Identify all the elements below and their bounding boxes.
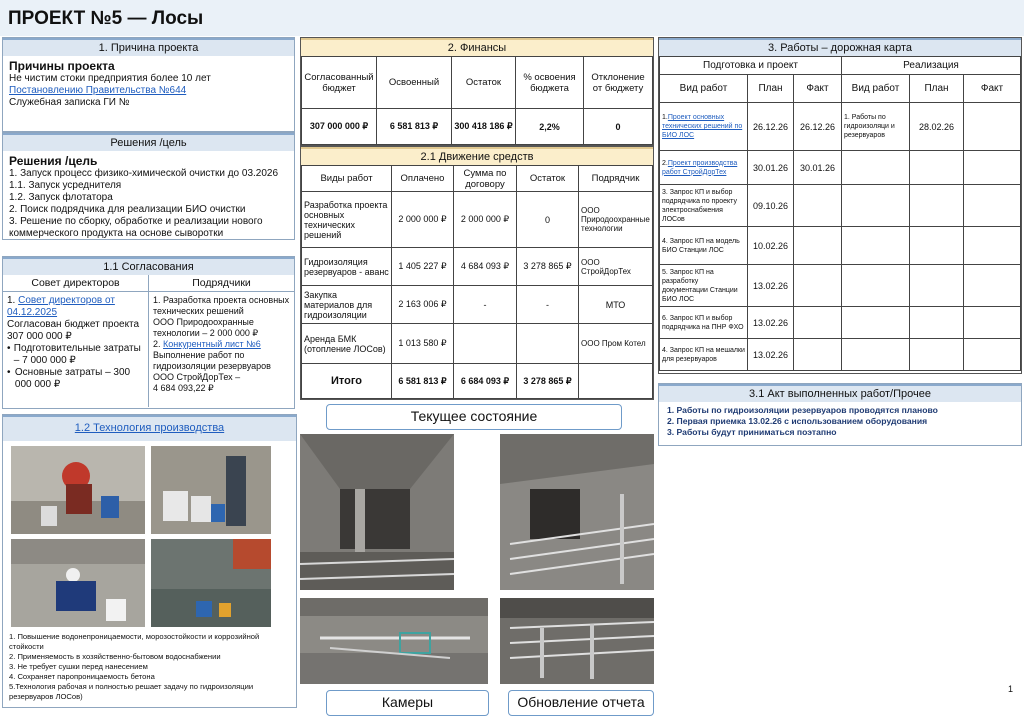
- roadmap-header: 3. Работы – дорожная карта: [659, 38, 1021, 56]
- solution-item: 1.1. Запуск усреднителя: [9, 180, 122, 191]
- cameras-button[interactable]: Камеры: [326, 690, 489, 716]
- contractor-line: 4 684 093,22 ₽: [153, 383, 214, 393]
- roadmap-fact: 30.01.26: [794, 151, 842, 185]
- roadmap-col-work: Вид работ: [660, 75, 748, 103]
- roadmap-work-link[interactable]: Проект основных технических решений по БИО ЛОС: [662, 114, 743, 139]
- roadmap-work: 4. Запрос КП на мешалки для резервуаров: [660, 339, 748, 371]
- finance-rest: 300 418 186 ₽: [452, 109, 516, 145]
- movement-rest: 3 278 865 ₽: [517, 248, 579, 286]
- photo-tank-interior-2: [500, 434, 654, 590]
- roadmap-group-impl: Реализация: [842, 57, 1021, 75]
- government-decree-link[interactable]: Постановлению Правительства №644: [9, 85, 187, 96]
- roadmap-work: 6. Запрос КП и выбор подрядчика на ПНР ФХО: [660, 307, 748, 339]
- roadmap-col-work: Вид работ: [842, 75, 910, 103]
- finance-col: Согласованный бюджет: [302, 57, 377, 109]
- page-number: 1: [1008, 684, 1014, 694]
- contractor-number: 2.: [153, 339, 164, 349]
- movement-sum: 4 684 093 ₽: [454, 248, 517, 286]
- technology-note: 3. Не требует сушки перед нанесением: [9, 662, 148, 671]
- roadmap-col-plan: План: [910, 75, 964, 103]
- technology-note: 1. Повышение водонепроницаемости, морозостойкости и коррозийной стойкости: [9, 632, 260, 651]
- movement-work: Аренда БМК (отопление ЛОСов): [302, 324, 392, 364]
- movement-col: Оплачено: [392, 166, 454, 192]
- solution-item: 3. Решение по сборку, обработке и реализации нового коммерческого продукта на основе сыворотки: [9, 216, 263, 239]
- board-bullet: Основные затраты – 300 000 000 ₽: [14, 367, 131, 390]
- reason-title: Причины проекта: [9, 59, 115, 73]
- movement-sum: -: [454, 286, 517, 324]
- solution-item: 1. Запуск процесс физико-химической очистки до 03.2026: [9, 168, 279, 179]
- finance-panel: [300, 37, 654, 146]
- finance-deviation: 0: [584, 109, 653, 145]
- roadmap-fact: 26.12.26: [794, 103, 842, 151]
- roadmap-group-prep: Подготовка и проект: [660, 57, 842, 75]
- movement-rest: 0: [517, 192, 579, 248]
- roadmap-plan: 10.02.26: [748, 227, 794, 265]
- roadmap-impl-work: 1. Работы по гидроизоляци и резервуаров: [842, 103, 910, 151]
- movement-paid: 2 163 006 ₽: [392, 286, 454, 324]
- technology-note: 4. Сохраняет паропроницаемость бетона: [9, 672, 155, 681]
- roadmap-plan: 26.12.26: [748, 103, 794, 151]
- movement-table: [301, 165, 653, 399]
- movement-total-label: Итого: [302, 364, 392, 399]
- movement-paid: 2 000 000 ₽: [392, 192, 454, 248]
- solution-item: 1.2. Запуск флотатора: [9, 192, 113, 203]
- movement-sum: 2 000 000 ₽: [454, 192, 517, 248]
- photo-tank-coating: [151, 539, 271, 627]
- photo-tank-pipes: [300, 598, 488, 684]
- photo-tank-pipes-2: [500, 598, 654, 684]
- approvals-panel: 1.1 Согласования Совет директоров Подрядчики 1. Совет директоров от 04.12.2025 Согласован бюджет проекта 307 000 000 ₽ • Подготовительные затраты – 7 000 000 ₽ • Основные затраты – 300 000 000 ₽ 1. Разработка проекта основных технических решений ООО Природоохранные технологии – 2 000 000 ₽ 2. Конкурентный лист №6 Выполнение работ по гидроизоляции резервуаров ООО СтройДорТех – 4 684 093,22 ₽: [2, 256, 295, 409]
- movement-work: Закупка материалов для гидроизоляции: [302, 286, 392, 324]
- finance-table: [301, 56, 653, 145]
- acts-item: 1. Работы по гидроизоляции резервуаров проводятся планово: [667, 405, 938, 415]
- roadmap-work-link[interactable]: Проект производства работ СтройДорТех: [662, 159, 738, 176]
- movement-rest: -: [517, 286, 579, 324]
- roadmap-table: [659, 56, 1021, 371]
- photo-worker-blue: [11, 539, 145, 627]
- reason-panel: [2, 37, 295, 132]
- movement-panel: [300, 146, 654, 400]
- solution-item: 2. Поиск подрядчика для реализации БИО очистки: [9, 204, 246, 215]
- movement-paid: 1 405 227 ₽: [392, 248, 454, 286]
- movement-contractor: ООО СтройДорТех: [579, 248, 653, 286]
- movement-col: Виды работ: [302, 166, 392, 192]
- movement-work: Разработка проекта основных технических решений: [302, 192, 392, 248]
- roadmap-col-fact: Факт: [964, 75, 1021, 103]
- roadmap-plan: 13.02.26: [748, 339, 794, 371]
- board-bullet: Подготовительные затраты – 7 000 000 ₽: [13, 343, 141, 366]
- technology-panel: [2, 414, 297, 708]
- roadmap-col-plan: План: [748, 75, 794, 103]
- acts-item: 2. Первая приемка 13.02.26 с использованием оборудования: [667, 416, 928, 426]
- roadmap-plan: 13.02.26: [748, 265, 794, 307]
- movement-contractor: ООО Природоохранные технологии: [579, 192, 653, 248]
- contractor-line: ООО Природоохранные технологии – 2 000 000 ₽: [153, 317, 259, 338]
- roadmap-num: 1.: [662, 114, 668, 121]
- technology-link[interactable]: 1.2 Технология производства: [74, 422, 225, 434]
- finance-budget: 307 000 000 ₽: [302, 109, 377, 145]
- roadmap-plan: 30.01.26: [748, 151, 794, 185]
- movement-contractor: МТО: [579, 286, 653, 324]
- roadmap-plan: 09.10.26: [748, 185, 794, 227]
- acts-header: 3.1 Акт выполненных работ/Прочее: [659, 384, 1021, 402]
- technology-note: 5.Технология рабочая и полностью решает задачу по гидроизоляции резервуаров ЛОСов): [9, 682, 254, 701]
- acts-panel: [658, 383, 1022, 446]
- movement-contractor: ООО Пром Котел: [579, 324, 653, 364]
- solution-panel: [2, 132, 295, 240]
- board-budget: Согласован бюджет проекта 307 000 000 ₽: [7, 319, 140, 342]
- solution-header: Решения /цель: [3, 133, 294, 151]
- page-title: ПРОЕКТ №5 — Лосы: [8, 8, 204, 29]
- finance-header: 2. Финансы: [301, 38, 653, 56]
- roadmap-work: 3. Запрос КП и выбор подрядчика по проекту электроснабжения ЛОСов: [660, 185, 748, 227]
- contractors-column-header: Подрядчики: [192, 277, 251, 289]
- finance-spent: 6 581 813 ₽: [377, 109, 452, 145]
- competitive-list-link[interactable]: Конкурентный лист №6: [163, 339, 261, 349]
- roadmap-work: 5. Запрос КП на разработку документации Станции БИО ЛОС: [660, 265, 748, 307]
- technology-note: 2. Применяемость в хозяйственно-бытовом водоснабжении: [9, 652, 221, 661]
- finance-col: % освоения бюджета: [516, 57, 584, 109]
- movement-rest: [517, 324, 579, 364]
- contractor-line: 1. Разработка проекта основных технических решений: [153, 295, 290, 316]
- memo-line: Служебная записка ГИ №: [9, 97, 130, 108]
- approvals-header: 1.1 Согласования: [3, 257, 294, 275]
- board-number: 1.: [7, 295, 16, 306]
- finance-col: Остаток: [452, 57, 516, 109]
- roadmap-work: 4. Запрос КП на модель БИО Станции ЛОС: [660, 227, 748, 265]
- movement-total-rest: 3 278 865 ₽: [517, 364, 579, 399]
- movement-work: Гидроизоляция резервуаров - аванс: [302, 248, 392, 286]
- movement-paid: 1 013 580 ₽: [392, 324, 454, 364]
- movement-col: Остаток: [517, 166, 579, 192]
- roadmap-impl-fact: [964, 103, 1021, 151]
- movement-header: 2.1 Движение средств: [301, 147, 653, 165]
- finance-col: Отклонение от бюджету: [584, 57, 653, 109]
- movement-total-sum: 6 684 093 ₽: [454, 364, 517, 399]
- board-column-header: Совет директоров: [3, 275, 149, 291]
- acts-item: 3. Работы будут приниматься поэтапно: [667, 427, 837, 437]
- movement-col: Подрядчик: [579, 166, 653, 192]
- roadmap-col-fact: Факт: [794, 75, 842, 103]
- roadmap-num: 2.: [662, 159, 668, 167]
- roadmap-impl-plan: 28.02.26: [910, 103, 964, 151]
- movement-sum: [454, 324, 517, 364]
- finance-col: Освоенный: [377, 57, 452, 109]
- update-report-button[interactable]: Обновление отчета: [508, 690, 654, 716]
- reason-line: Не чистим стоки предприятия более 10 лет: [9, 73, 211, 84]
- roadmap-panel: [658, 37, 1022, 374]
- movement-total-paid: 6 581 813 ₽: [392, 364, 454, 399]
- current-status-button[interactable]: Текущее состояние: [326, 404, 622, 430]
- finance-percent: 2,2%: [516, 109, 584, 145]
- solution-title: Решения /цель: [9, 154, 98, 168]
- roadmap-plan: 13.02.26: [748, 307, 794, 339]
- photo-buckets: [151, 446, 271, 534]
- movement-col: Сумма по договору: [454, 166, 517, 192]
- contractor-line: Выполнение работ по гидроизоляции резервуаров ООО СтройДорТех –: [153, 350, 271, 382]
- photo-worker-red: [11, 446, 145, 534]
- photo-tank-interior-1: [300, 434, 454, 590]
- board-decision-link[interactable]: Совет директоров от 04.12.2025: [7, 295, 115, 318]
- reason-header: 1. Причина проекта: [3, 38, 294, 56]
